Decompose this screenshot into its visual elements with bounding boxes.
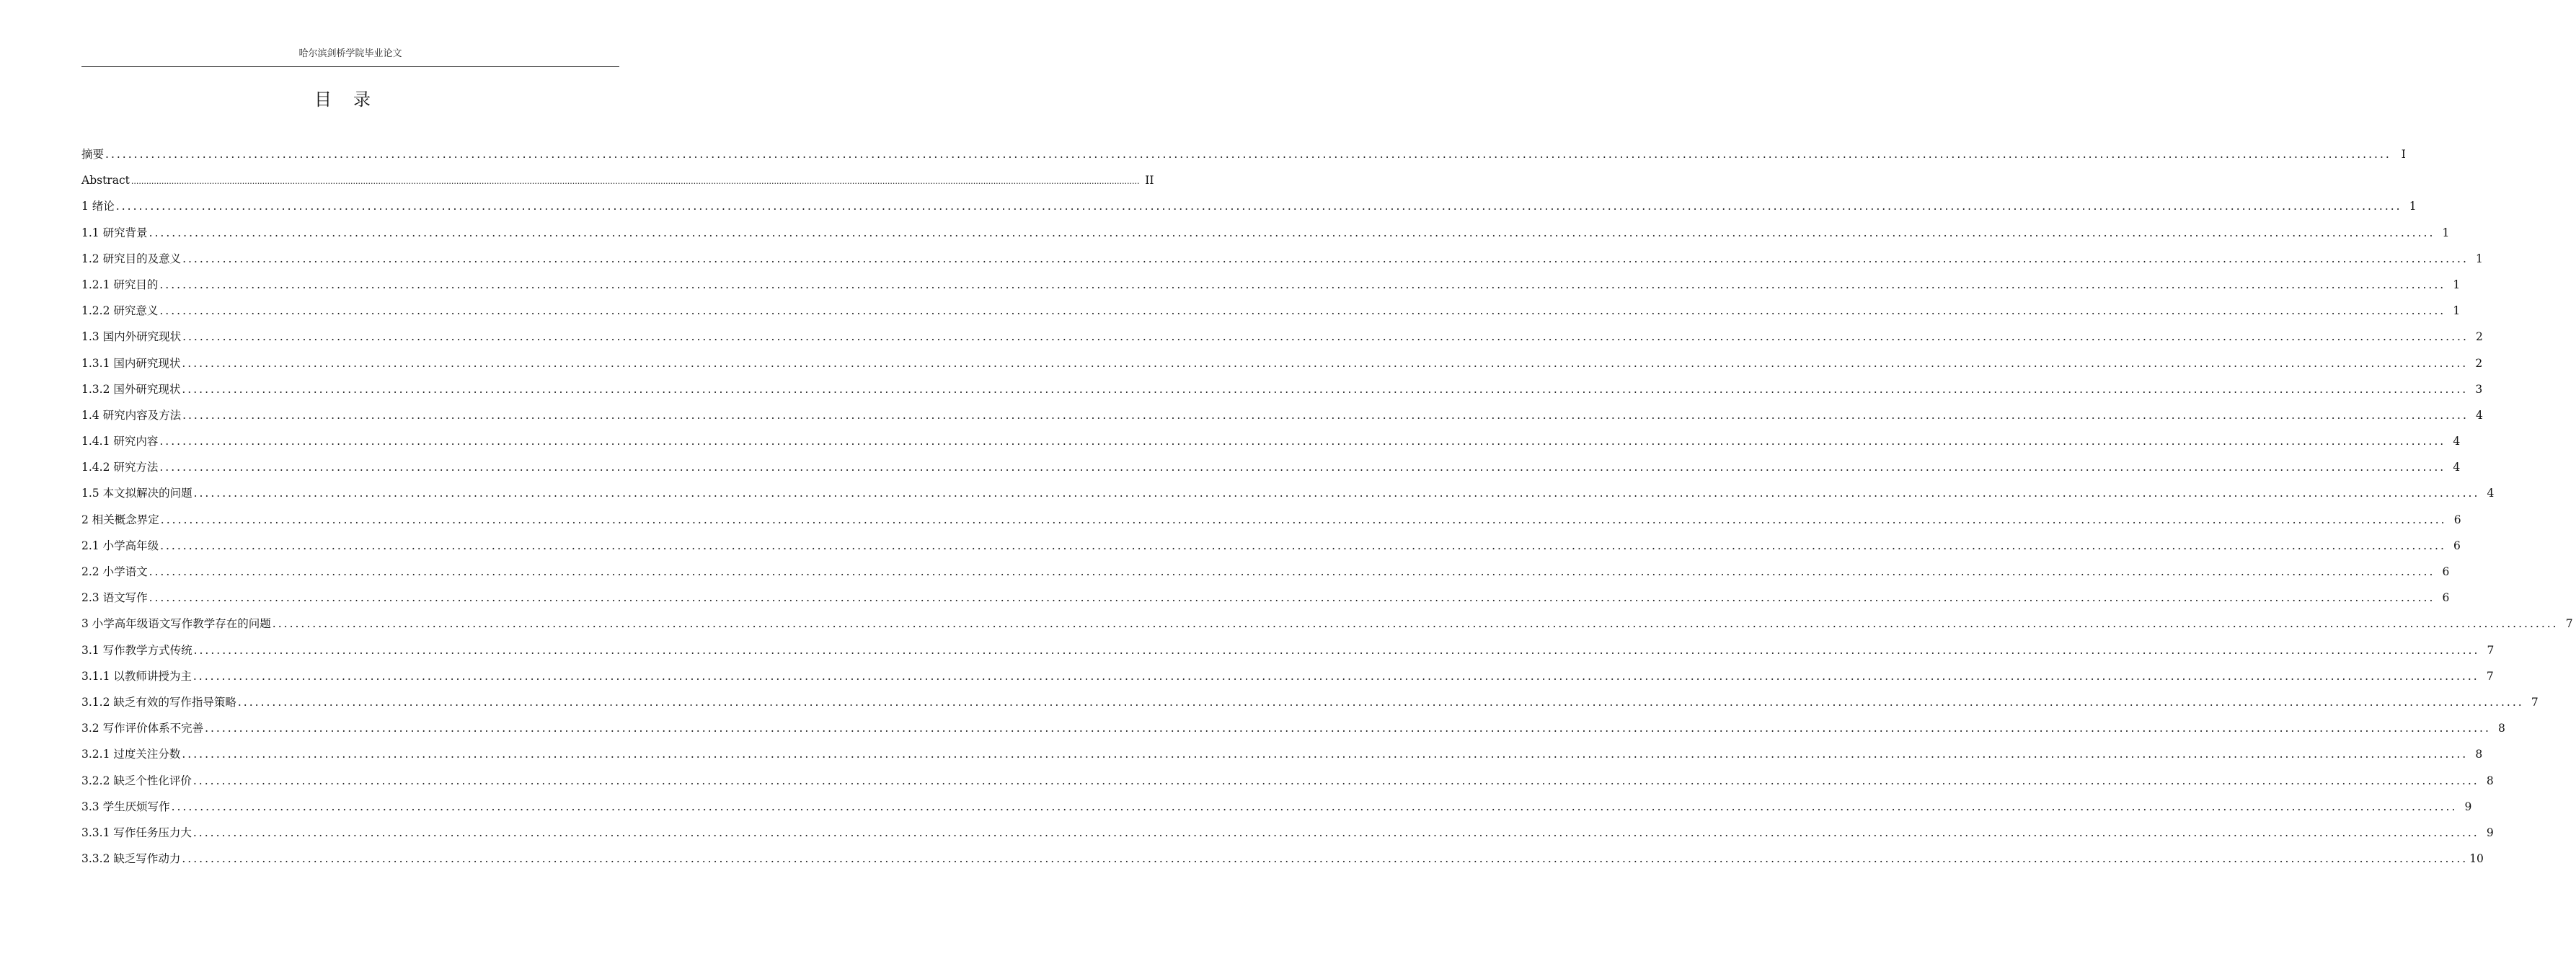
toc-entry-label: Abstract (81, 174, 130, 187)
toc-entry-label: 3.3 学生厌烦写作 (81, 800, 170, 813)
toc-entry-label: 3.2.1 过度关注分数 (81, 748, 181, 761)
toc-entry-page: 6 (2453, 513, 2461, 526)
toc-leader-dots: ................................................................................................................................................................................................................................................................................................................................................................................................................ (192, 826, 2479, 839)
toc-entry[interactable] (81, 533, 2461, 559)
toc-leader-dots: ................................................................................................................................................................................................................................................................................................................................................................................................................ (182, 748, 2469, 761)
toc-entry-page: I (2401, 148, 2406, 161)
toc-entry[interactable] (81, 350, 2483, 376)
toc-entry[interactable] (81, 402, 2483, 428)
toc-entry[interactable] (81, 768, 2494, 794)
toc-entry-page: 9 (2486, 826, 2494, 839)
toc-leader-dots: ................................................................................................................................................................................................................................................................................................................................................................................................................ (272, 617, 2559, 631)
toc-leader-dots: ................................................................................................................................................................................................................................................................................................................................................................................................................ (182, 330, 2469, 344)
toc-leader-dots: ................................................................................................................................................................................................................................................................................................................................................................................................................ (237, 695, 2524, 709)
toc-entry-page: 1 (2409, 200, 2417, 213)
toc-leader-dots: ................................................................................................................................................................................................................................................................................................................................................................................................................ (149, 226, 2435, 239)
toc-entry-page: 8 (2498, 722, 2505, 735)
toc-entry-page: 1 (2476, 252, 2483, 265)
toc-entry-page: 4 (2453, 435, 2461, 448)
toc-entry[interactable] (81, 298, 2461, 324)
toc-entry[interactable] (81, 141, 2406, 167)
toc-entry[interactable] (81, 454, 2461, 480)
toc-entry-label: 2.3 语文写作 (81, 591, 148, 605)
toc-leader-dots: ................................................................................................................................................................................................................................................................................................................................................................................................................ (149, 565, 2435, 578)
toc-entry[interactable] (81, 820, 2494, 846)
page-header (81, 46, 619, 67)
toc-entry-page: 1 (2453, 278, 2461, 291)
toc-entry-page: 6 (2442, 565, 2450, 578)
toc-entry-label: 1 绪论 (81, 200, 115, 213)
toc-leader-dots: ................................................................................................................................................................................................................................................................................................................................................................................................................ (192, 669, 2479, 683)
toc-entry-label: 2 相关概念界定 (81, 513, 159, 526)
toc-leader-dots: ................................................................................................................................................................................................................................................................................................................................................................................................................ (160, 513, 2447, 526)
toc-entry[interactable] (81, 167, 1154, 193)
toc-leader-dots: ................................................................................................................................................................................................................................................................................................................................................................................................................ (105, 148, 2391, 161)
toc-entry-label: 摘要 (81, 148, 105, 161)
toc-entry-label: 2.1 小学高年级 (81, 539, 159, 552)
toc-entry-page: 1 (2453, 304, 2461, 318)
toc-entry-page: 9 (2464, 800, 2472, 813)
toc-leader-dots: ................................................................................................................................................................................................................................................................................................................................................................................................................ (149, 591, 2435, 605)
page-title: 目录 (314, 89, 392, 110)
toc-entry[interactable] (81, 611, 2573, 637)
toc-entry-page: 2 (2476, 330, 2483, 344)
toc-leader-dots: ................................................................................................................................................................................................................................................................................................................................................................................................................ (171, 800, 2458, 813)
toc-entry[interactable] (81, 507, 2461, 533)
toc-entry[interactable] (81, 715, 2505, 741)
toc-leader-dots: ................................................................................................................................................................................................................................................................................................................................................................................................................ (160, 539, 2446, 552)
toc-entry[interactable] (81, 480, 2495, 506)
toc-entry-label: 1.3 国内外研究现状 (81, 330, 182, 344)
toc-entry-page: 7 (2565, 617, 2573, 631)
toc-entry-label: 3.2 写作评价体系不完善 (81, 722, 204, 735)
toc-entry-page: 8 (2486, 774, 2494, 787)
toc-leader-dots: ................................................................................................................................................................................................................................................................................................................................................................................................................ (205, 722, 2491, 735)
toc-entry-page: II (1145, 174, 1154, 187)
toc-entry[interactable] (81, 794, 2472, 820)
toc-leader-dots: ................................................................................................................................................................................................................................................................................................................................................................................................................ (192, 774, 2479, 787)
toc-entry-label: 3 小学高年级语文写作教学存在的问题 (81, 617, 271, 631)
toc-entry-page: 7 (2486, 669, 2494, 683)
toc-entry-page: 7 (2531, 695, 2539, 709)
toc-entry[interactable] (81, 559, 2450, 585)
toc-leader-dots: ................................................................................................................................................................................................................................................................................................................................................................................................................ (182, 382, 2469, 396)
toc-entry[interactable] (81, 741, 2483, 767)
toc-entry-label: 1.1 研究背景 (81, 226, 148, 239)
table-of-contents (81, 141, 2573, 872)
toc-entry-label: 3.2.2 缺乏个性化评价 (81, 774, 192, 787)
toc-entry-label: 3.1.1 以教师讲授为主 (81, 669, 192, 683)
toc-entry-page: 1 (2442, 226, 2450, 239)
toc-entry-page: 6 (2442, 591, 2450, 605)
toc-leader-dots: ................................................................................................................................................................................................................................................................................................................................................................................................................ (159, 461, 2446, 474)
toc-entry-label: 3.1 写作教学方式传统 (81, 643, 192, 657)
toc-entry-label: 1.4.1 研究内容 (81, 435, 159, 448)
toc-leader-dots: ................................................................................................................................................................................................................................................................................................................................................................................................................ (159, 304, 2446, 318)
toc-entry-label: 1.3.1 国内研究现状 (81, 356, 181, 370)
toc-leader-dots: ................................................................................................................................................................................................................................................................................................................................................................................................................ (182, 252, 2469, 265)
toc-leader-dots: ................................................................................................................................................................................................................................................................................................................................................................................................................ (182, 408, 2469, 422)
toc-entry[interactable] (81, 846, 2484, 872)
toc-entry[interactable] (81, 376, 2483, 402)
toc-entry-label: 3.3.1 写作任务压力大 (81, 826, 192, 839)
toc-entry-label: 1.2.1 研究目的 (81, 278, 159, 291)
toc-entry-label: 1.2.2 研究意义 (81, 304, 159, 318)
toc-entry[interactable] (81, 246, 2483, 272)
toc-entry[interactable] (81, 637, 2495, 663)
toc-entry-page: 3 (2475, 382, 2483, 396)
toc-leader-dots: ................................................................................................................................................................................................................................................................................................................................................................................................................ (182, 356, 2469, 370)
toc-leader-dots: ................................................................................................................................................................................................................................................................................................................................................................................................................ (193, 487, 2480, 500)
toc-entry[interactable] (81, 585, 2450, 611)
toc-entry-page: 4 (2487, 487, 2495, 500)
toc-entry-label: 1.2 研究目的及意义 (81, 252, 182, 265)
toc-entry-label: 3.1.2 缺乏有效的写作指导策略 (81, 695, 236, 709)
toc-entry-page: 8 (2475, 748, 2483, 761)
toc-entry-label: 3.3.2 缺乏写作动力 (81, 852, 181, 866)
toc-entry-page: 4 (2476, 408, 2483, 422)
toc-entry[interactable] (81, 220, 2450, 246)
toc-entry[interactable] (81, 324, 2483, 350)
toc-entry[interactable] (81, 193, 2417, 219)
toc-leader-dots: ................................................................................................................................................................................................................................................................................................................................................................................................................ (193, 643, 2480, 657)
header-text: 哈尔滨剑桥学院毕业论文 (298, 48, 402, 59)
toc-entry-page: 4 (2453, 461, 2461, 474)
toc-entry-label: 1.5 本文拟解决的问题 (81, 487, 192, 500)
toc-entry-label: 1.4.2 研究方法 (81, 461, 159, 474)
toc-entry-label: 1.3.2 国外研究现状 (81, 382, 181, 396)
toc-entry-label: 2.2 小学语文 (81, 565, 148, 578)
toc-entry-label: 1.4 研究内容及方法 (81, 408, 182, 422)
toc-entry-page: 7 (2487, 643, 2495, 657)
toc-entry[interactable] (81, 689, 2539, 715)
toc-entry[interactable] (81, 428, 2461, 454)
toc-entry[interactable] (81, 272, 2461, 298)
toc-leader-dots: ................................................................................................................................................................................................................................................................................................................................................................................................................ (159, 435, 2446, 448)
toc-entry-page: 10 (2469, 852, 2484, 866)
toc-leader-dots: ................................................................................................................................................................................................................................................................................................................................................................................................................ (130, 177, 1140, 187)
toc-leader-dots: ................................................................................................................................................................................................................................................................................................................................................................................................................ (182, 852, 2469, 866)
toc-leader-dots: ................................................................................................................................................................................................................................................................................................................................................................................................................ (159, 278, 2446, 291)
toc-entry-page: 6 (2453, 539, 2461, 552)
toc-leader-dots: ................................................................................................................................................................................................................................................................................................................................................................................................................ (115, 200, 2402, 213)
toc-entry[interactable] (81, 663, 2494, 689)
toc-entry-page: 2 (2475, 356, 2483, 370)
